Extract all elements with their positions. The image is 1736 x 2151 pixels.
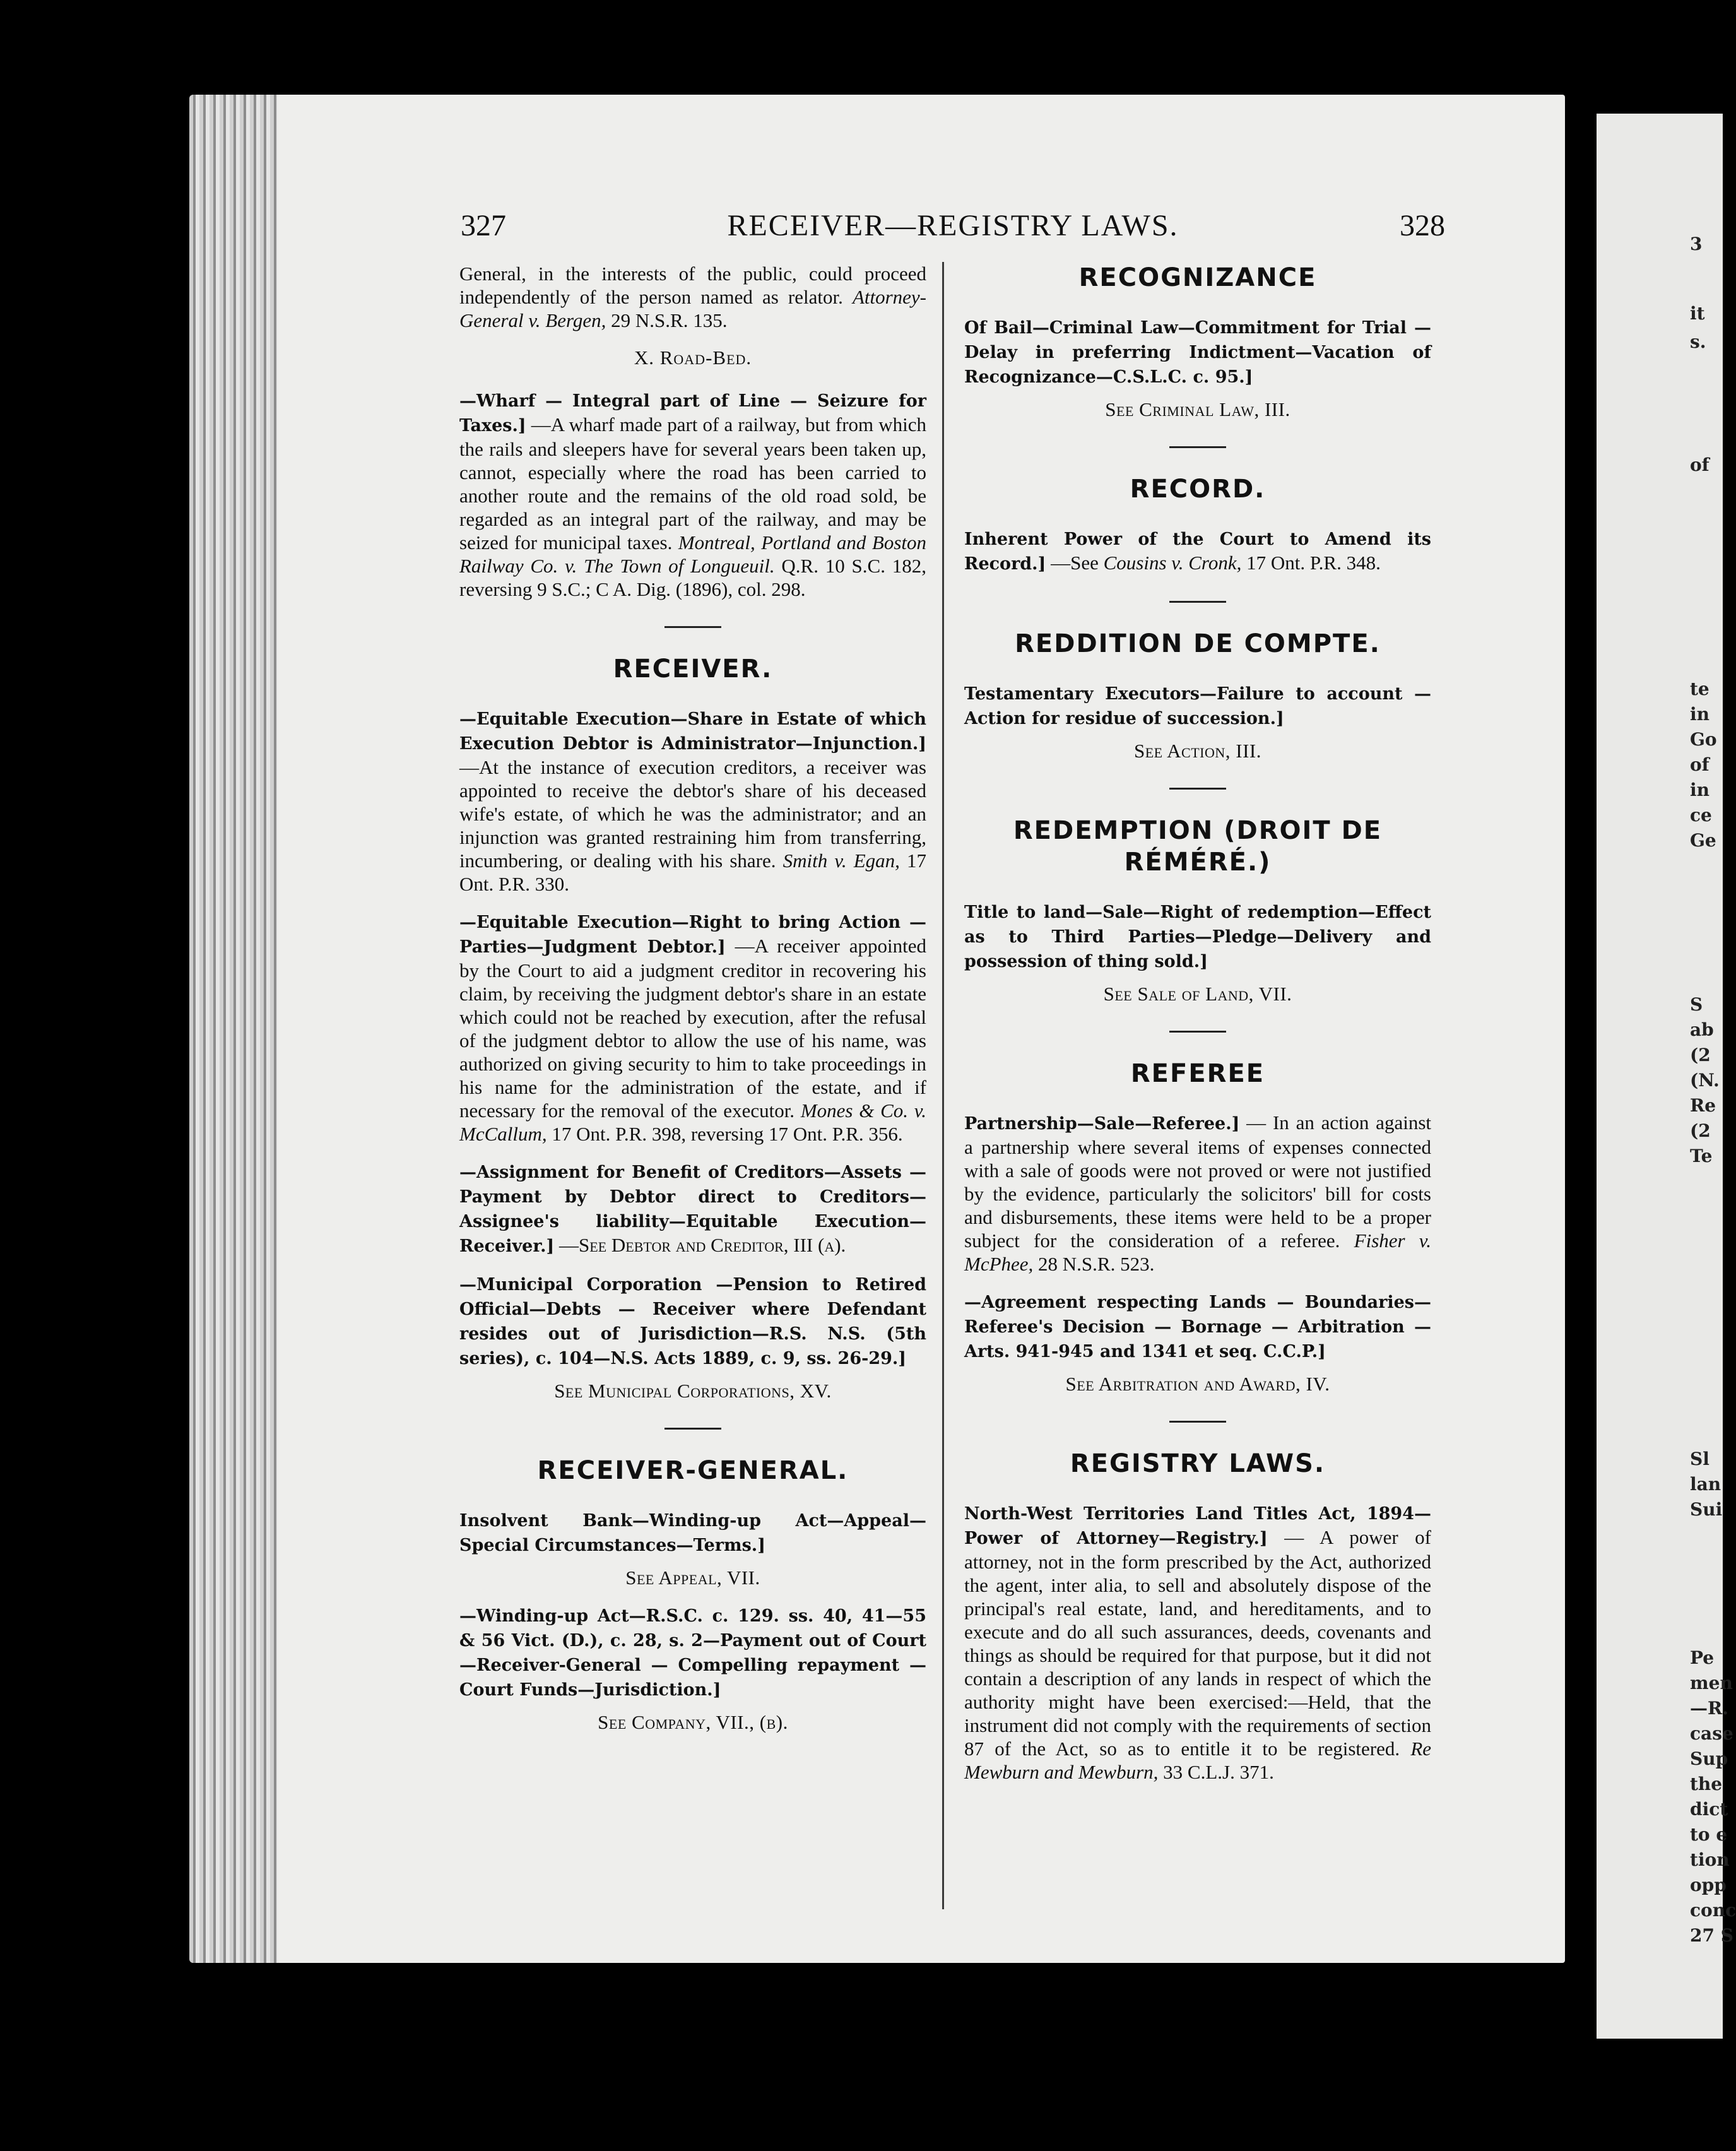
entry bbox=[964, 526, 1431, 576]
next-page-text: men bbox=[1690, 1673, 1733, 1693]
next-page-text: of bbox=[1690, 454, 1709, 475]
next-page-text: Re bbox=[1690, 1095, 1716, 1116]
cross-reference: —See Debtor and Creditor, III (a). bbox=[559, 1234, 846, 1256]
next-page-text: in bbox=[1690, 704, 1709, 725]
entry bbox=[459, 706, 926, 896]
entry-keywords: Partnership—Sale—Referee.] bbox=[964, 1114, 1240, 1134]
case-citation: Smith v. Egan, bbox=[782, 850, 900, 872]
next-page-fragment bbox=[1597, 114, 1736, 2039]
section-title: RECEIVER. bbox=[613, 655, 773, 684]
next-page-text: conc bbox=[1690, 1900, 1736, 1921]
next-page-text: ab bbox=[1690, 1019, 1714, 1040]
entry bbox=[459, 1159, 926, 1258]
entry-text: —A wharf made part of a railway, but from which the rails and sleepers have for several years been taken up, cannot, especially where the road has been carried to another route and the remains of the old road sold, be regarded as an integral part of the railway, and may be seized for municipal taxes. bbox=[459, 413, 927, 554]
next-page-text: (2 bbox=[1690, 1045, 1711, 1065]
report-reference: 17 Ont. P.R. 398, reversing 17 Ont. P.R. 356. bbox=[552, 1123, 903, 1145]
section-rule bbox=[664, 626, 721, 628]
next-page-text: s. bbox=[1690, 331, 1706, 352]
next-page-text: —R. bbox=[1690, 1698, 1729, 1719]
next-page-text: lan bbox=[1690, 1474, 1721, 1495]
page-number-left: 327 bbox=[461, 209, 506, 242]
next-page-text: the bbox=[1690, 1774, 1723, 1794]
entry-keywords: —Equitable Execution—Share in Estate of which Execution Debtor is Administrator—Injunction.] bbox=[459, 709, 926, 754]
next-page-text: ce bbox=[1690, 805, 1712, 826]
report-reference: 17 Ont. P.R. 348. bbox=[1246, 552, 1381, 574]
case-citation: Re Mewburn and Mewburn, bbox=[964, 1738, 1432, 1783]
book-edge bbox=[189, 95, 287, 1963]
section-rule bbox=[1169, 1421, 1226, 1423]
next-page-text: Sl bbox=[1690, 1449, 1709, 1469]
next-page-text: Sup bbox=[1690, 1748, 1728, 1769]
section-title: RECOGNIZANCE bbox=[1078, 263, 1317, 292]
entry-keywords: —Wharf — Integral part of Line — Seizure for Taxes.] bbox=[459, 391, 926, 436]
section-title: REDDITION DE COMPTE. bbox=[1015, 629, 1381, 658]
section-rule bbox=[1169, 1031, 1226, 1033]
cross-reference: See Company, VII., (b). bbox=[598, 1711, 788, 1733]
case-citation: Montreal, Portland and Boston Railway Co. v. The Town of Longueuil. bbox=[459, 531, 926, 577]
next-page-text: Sui bbox=[1690, 1499, 1723, 1520]
entry-keywords: —Assignment for Benefit of Creditors—Assets —Payment by Debtor direct to Creditors—Assignee's liability—Equitable Execution—Receiver.] bbox=[459, 1163, 926, 1256]
cross-reference: See Municipal Corporations, XV. bbox=[554, 1380, 832, 1402]
entry-keywords: North-West Territories Land Titles Act, 1894—Power of Attorney—Registry.] bbox=[964, 1504, 1431, 1548]
next-page-text: 27 S bbox=[1690, 1925, 1733, 1946]
next-page-text: Go bbox=[1690, 729, 1717, 750]
section-title: RECORD. bbox=[1130, 475, 1266, 504]
entry-text: —At the instance of execution creditors, a receiver was appointed to receive the debtor's share of his deceased wife's estate, of which he was the administrator; and an injunction was granted restraining him from transferring, incumbering, or dealing with his share. bbox=[459, 756, 926, 872]
next-page-text: dict bbox=[1690, 1799, 1728, 1820]
cross-reference: See Appeal, VII. bbox=[625, 1567, 760, 1589]
next-page-text: Pe bbox=[1690, 1647, 1715, 1668]
entry-text: — A power of attorney, not in the form prescribed by the Act, authorized the agent, inter alia, to sell and absolutely dispose of the principal's real estate, land, and hereditaments, and to execute and do all such assurances, deeds, covenants and things as should be required for that purpose, but it did not contain a description of any lands in respect of which the authority might have been exercised:—Held, that the instrument did not comply with the requirements of section 87 of the Act, so as to entitle it to be registered. bbox=[964, 1526, 1431, 1760]
cross-reference: See Criminal Law, III. bbox=[1105, 398, 1290, 420]
report-reference: 33 C.L.J. 371. bbox=[1163, 1761, 1274, 1783]
report-reference: Q.R. 10 S.C. 182, reversing 9 S.C.; C A. Dig. (1896), col. 298. bbox=[459, 555, 926, 600]
entry-keywords: Title to land—Sale—Right of redemption—Effect as to Third Parties—Pledge—Delivery and possession of thing sold.] bbox=[964, 903, 1431, 971]
next-page-text: in bbox=[1690, 779, 1709, 800]
next-page-text: 3 bbox=[1690, 234, 1703, 254]
next-page-text: (N. bbox=[1690, 1070, 1720, 1091]
entry-keywords: Inherent Power of the Court to Amend its Record.] bbox=[964, 530, 1431, 574]
next-page-text: tion bbox=[1690, 1849, 1730, 1870]
entry-text: General, in the interests of the public, could proceed independently of the person named as relator. bbox=[459, 263, 926, 308]
entry-keywords: —Agreement respecting Lands — Boundaries—Referee's Decision — Bornage — Arbitration — Arts. 941-945 and 1341 et seq. C.C.P.] bbox=[964, 1293, 1431, 1361]
section-title: REDEMPTION (DROIT DE RÉMÉRÉ.) bbox=[1013, 816, 1383, 877]
entry bbox=[459, 1508, 926, 1557]
section-rule bbox=[1169, 601, 1226, 603]
next-page-text: Ge bbox=[1690, 830, 1716, 851]
next-page-text: te bbox=[1690, 678, 1709, 699]
cross-reference: See Action, III. bbox=[1134, 740, 1261, 762]
entry bbox=[459, 1603, 926, 1702]
next-page-text: S bbox=[1690, 994, 1703, 1015]
entry-text: — In an action against a partnership where several items of expenses connected with a sale of goods were not proved or were not justified by the evidence, particularly the solicitors' bill for costs and disbursements, these items were held to be a proper subject for the consideration of a referee. bbox=[964, 1111, 1431, 1252]
section-title: REGISTRY LAWS. bbox=[1070, 1449, 1326, 1478]
section-title: RECEIVER-GENERAL. bbox=[537, 1456, 849, 1485]
next-page-text: to e bbox=[1690, 1824, 1728, 1845]
entry-text: —A receiver appointed by the Court to aid a judgment creditor in recovering his claim, by receiving the judgment debtor's share in an estate which could not be reached by execution, after the refusal of the judgment debtor to allow the use of his name, was authorized on giving security to him to take proceedings in his name for the administration of the estate, and if necessary for the removal of the executor. bbox=[459, 935, 927, 1122]
report-reference: 29 N.S.R. 135. bbox=[611, 309, 728, 331]
running-title: RECEIVER—REGISTRY LAWS. bbox=[727, 209, 1179, 242]
entry bbox=[964, 315, 1431, 389]
case-citation: Cousins v. Cronk, bbox=[1103, 552, 1242, 574]
next-page-text: (2 bbox=[1690, 1120, 1711, 1141]
entry bbox=[964, 1111, 1431, 1276]
entry bbox=[964, 1289, 1431, 1363]
entry-keywords: Insolvent Bank—Winding-up Act—Appeal—Special Circumstances—Terms.] bbox=[459, 1511, 926, 1555]
entry-keywords: Testamentary Executors—Failure to account —Action for residue of succession.] bbox=[964, 684, 1431, 728]
next-page-text: case bbox=[1690, 1723, 1733, 1744]
entry bbox=[459, 262, 926, 332]
subheading: X. Road-Bed. bbox=[634, 347, 752, 369]
entry-text: —See bbox=[1051, 552, 1099, 574]
running-head bbox=[461, 208, 1445, 252]
next-page-text: of bbox=[1690, 754, 1709, 775]
section-rule bbox=[1169, 788, 1226, 790]
left-column bbox=[459, 262, 926, 1748]
entry-keywords: Of Bail—Criminal Law—Commitment for Trial —Delay in preferring Indictment—Vacation of Recognizance—C.S.L.C. c. 95.] bbox=[964, 318, 1431, 387]
entry-keywords: —Equitable Execution—Right to bring Action —Parties—Judgment Debtor.] bbox=[459, 913, 926, 957]
case-citation: Mones & Co. v. McCallum, bbox=[459, 1099, 926, 1145]
cross-reference: See Arbitration and Award, IV. bbox=[1065, 1373, 1330, 1395]
next-page-text: Te bbox=[1690, 1146, 1713, 1166]
next-page-text: opp bbox=[1690, 1875, 1727, 1895]
case-citation: Fisher v. McPhee, bbox=[964, 1230, 1432, 1275]
entry bbox=[459, 1272, 926, 1370]
case-citation: Attorney-General v. Bergen, bbox=[459, 286, 927, 331]
entry bbox=[459, 388, 926, 601]
page-number-right: 328 bbox=[1400, 209, 1445, 242]
entry bbox=[964, 899, 1431, 973]
section-rule bbox=[664, 1428, 721, 1430]
entry bbox=[964, 1501, 1431, 1784]
section-title: REFEREE bbox=[1130, 1059, 1265, 1088]
next-page-text: it bbox=[1690, 303, 1705, 324]
cross-reference: See Sale of Land, VII. bbox=[1103, 983, 1292, 1005]
column-divider bbox=[942, 262, 944, 1909]
entry bbox=[459, 910, 926, 1146]
section-rule bbox=[1169, 446, 1226, 448]
entry-keywords: —Municipal Corporation —Pension to Retired Official—Debts — Receiver where Defendant resides out of Jurisdiction—R.S. N.S. (5th series), c. 104—N.S. Acts 1889, c. 9, ss. 26-29.] bbox=[459, 1275, 926, 1368]
entry bbox=[964, 681, 1431, 730]
report-reference: 17 Ont. P.R. 330. bbox=[459, 850, 927, 895]
right-column bbox=[964, 262, 1431, 1798]
entry-keywords: —Winding-up Act—R.S.C. c. 129. ss. 40, 41—55 & 56 Vict. (D.), c. 28, s. 2—Payment out of Court —Receiver-General — Compelling repayment — Court Funds—Jurisdiction.] bbox=[459, 1606, 926, 1700]
report-reference: 28 N.S.R. 523. bbox=[1038, 1253, 1155, 1275]
